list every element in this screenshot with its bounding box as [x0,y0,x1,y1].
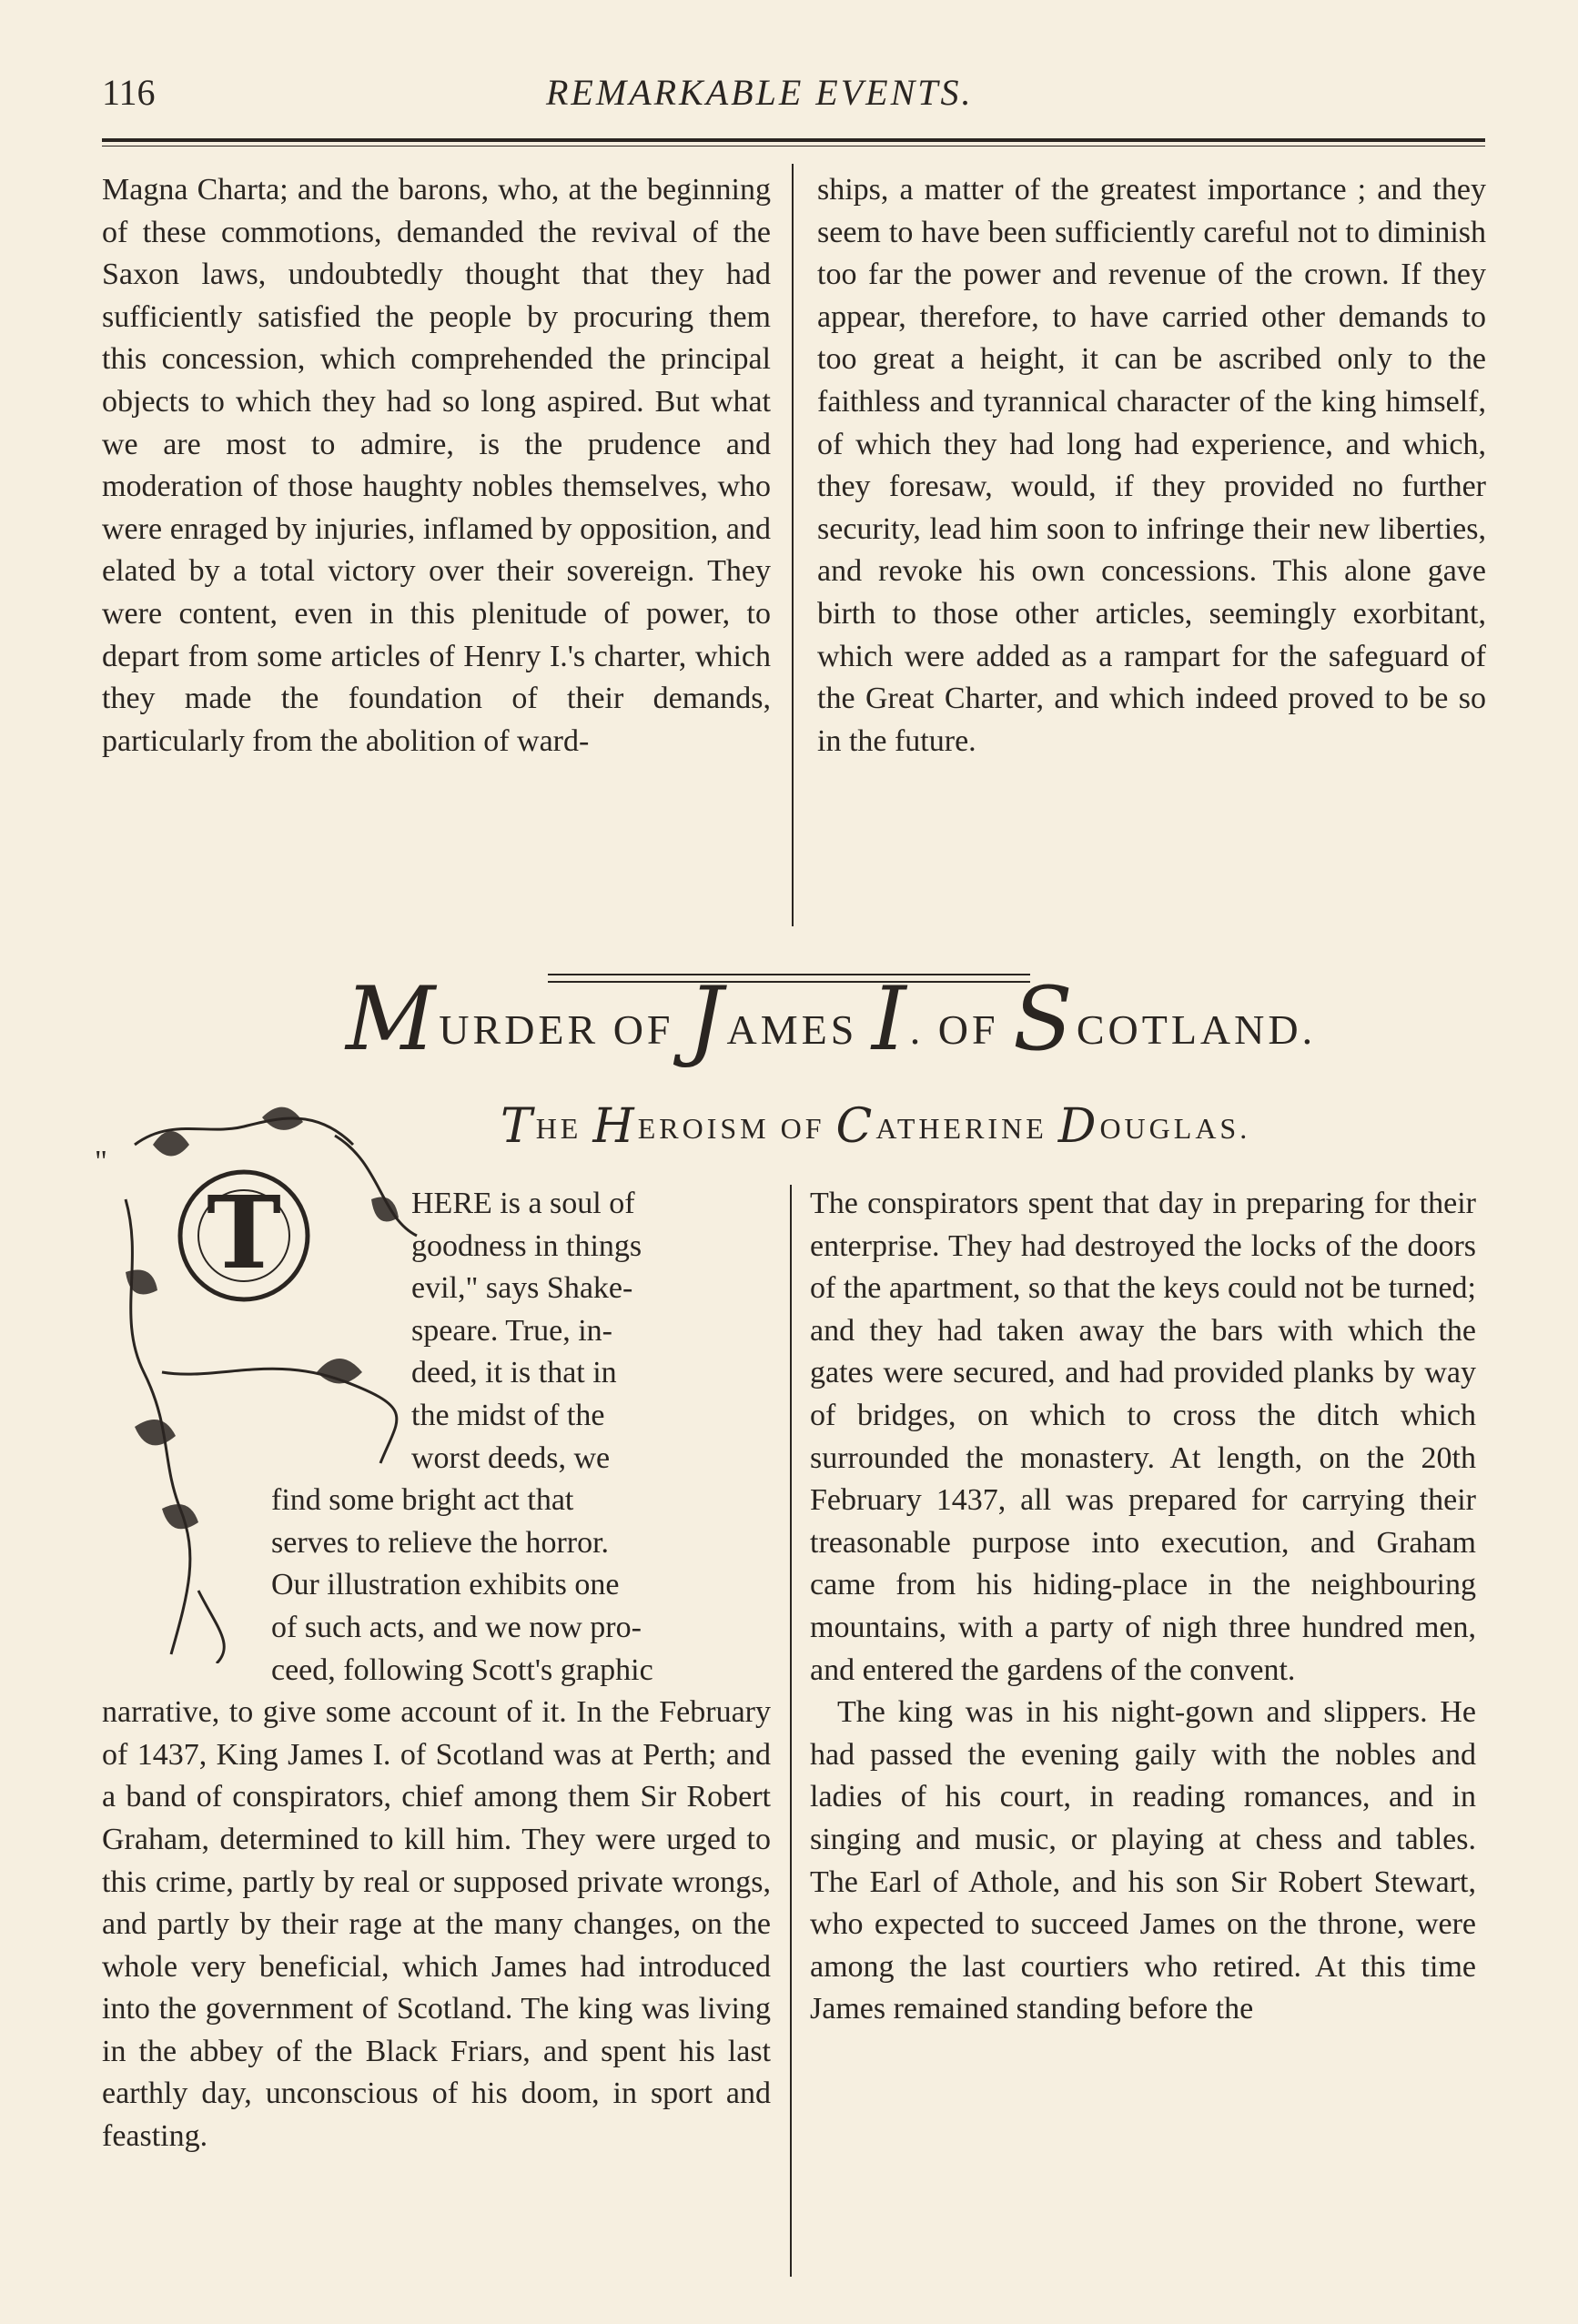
title-cap-j: J [688,968,727,1070]
dropcap-line: worst deeds, we [411,1440,611,1475]
subtitle-cap-h: H [592,1099,638,1154]
dropcap-line: serves to relieve the horror. [271,1525,610,1560]
article-right-paragraph-2: The king was in his night-gown and slippers. He had passed the evening gaily with the nobles and ladies of his court, in reading romances, and in singing and music, or playing at chess and tables. The Earl of Athole, and his son Sir Robert Stewart, who expected to succeed James on the throne, were among the last courtiers who retired. At this time James remained standing before the [810,1695,1476,2026]
title-part: COTLAND. [1076,1006,1317,1053]
header-rule [102,138,1485,142]
article-right-paragraph-1: The conspirators spent that day in preparing for their enterprise. They had destroyed the locks of the doors of the apartment, so that the keys could not be turned; and they had taken away the bars with which the gates were secured, and had provided planks by way of bridges, on which to cross the ditch which surrounded the monastery. At length, on the 20th February 1437, all was prepared for carrying their treasonable purpose into execution, and Graham came from his hiding-place in the neighbouring mountains, with a party of nigh three hundred men, and entered the gardens of the convent. [810,1187,1476,1687]
dropcap-line: Our illustration exhibits one [271,1568,620,1602]
dropcap-line: find some bright act that [271,1483,574,1518]
dropcap-line: the midst of the [411,1398,605,1432]
section-separator-lower [548,981,1030,983]
dropcap-line: deed, it is that in [411,1356,617,1390]
dropcap-line: speare. True, in- [411,1313,612,1348]
article-left-paragraph: narrative, to give some account of it. In the February of 1437, King James I. of Scotland was at Perth; and a band of conspirators, chief among them Sir Robert Graham, determined to kill him. They were urged to this crime, partly by real or supposed private wrongs, and partly by their rage at the many changes, on the whole very beneficial, which James had introduced into the government of Scotland. The king was living in the abbey of the Black Friars, and spent his last earthly day, unconscious of his doom, in sport and feasting. [102,1695,771,2154]
top-right-column [817,169,1486,763]
dropcap-line: of such acts, and we now pro- [271,1610,642,1644]
subtitle-part: EROISM OF [637,1112,836,1145]
title-cap-s: S [1013,968,1077,1070]
subtitle-cap-d: D [1057,1099,1100,1154]
article-left-column [102,1183,771,2158]
section-separator [548,974,1030,975]
article-right-column [810,1183,1476,2031]
initial-letter: T [207,1174,281,1291]
top-right-paragraph: ships, a matter of the greatest importance ; and they seem to have been sufficiently careful not to diminish too far the power and revenue of the crown. If they appear, therefore, to have carried other demands to too great a height, it can be ascribed only to the faithless and tyrannical character of the king himself, of which they had long had experience, and which, they foresaw, would, if they provided no further security, lead him soon to infringe their new liberties, and revoke his own concessions. This alone gave birth to those other articles, seemingly exorbitant, which were added as a rampart for the safeguard of the Great Charter, and which indeed proved to be so in the future. [817,173,1486,758]
top-left-paragraph: Magna Charta; and the barons, who, at the beginning of these commotions, demanded the revival of the Saxon laws, undoubtedly thought that they had sufficiently satisfied the people by procuring them this concession, which comprehended the principal objects to which they had so long aspired. But what we are most to admire, is the prudence and moderation of those haughty nobles themselves, who were enraged by injuries, inflamed by opposition, and elated by a total victory over their sovereign. They were content, even in this plenitude of power, to depart from some articles of Henry I.'s charter, which they made the foundation of their demands, particularly from the abolition of ward- [102,173,771,758]
title-part: URDER OF [439,1006,689,1053]
column-divider-bottom [790,1185,792,2277]
title-cap-i: I [871,968,910,1070]
leaf [153,1131,189,1157]
dropcap-line: evil," says Shake- [411,1271,633,1306]
subtitle-cap-c: C [835,1099,876,1154]
subtitle-part: ATHERINE [875,1112,1058,1145]
subtitle-part: HE [535,1112,593,1145]
header-rule-thin [102,146,1485,147]
article-subtitle [501,1099,1483,1154]
dropcap-line: goodness in things [411,1228,642,1263]
title-part: AMES [726,1006,872,1053]
top-left-column [102,169,771,763]
article-title [346,968,1492,1070]
column-divider-top [792,164,794,926]
title-cap-m: M [346,968,440,1070]
dropcap-line: HERE is a soul of [411,1187,635,1220]
leaf [262,1107,303,1130]
dropcap-line: ceed, following Scott's graphic [271,1652,653,1687]
page-number: 116 [102,72,156,113]
subtitle-cap-t: T [501,1099,536,1154]
opening-quote: " [95,1145,107,1178]
subtitle-part: OUGLAS. [1099,1112,1251,1145]
running-title: REMARKABLE EVENTS. [546,72,974,113]
title-part: . OF [909,1006,1014,1053]
